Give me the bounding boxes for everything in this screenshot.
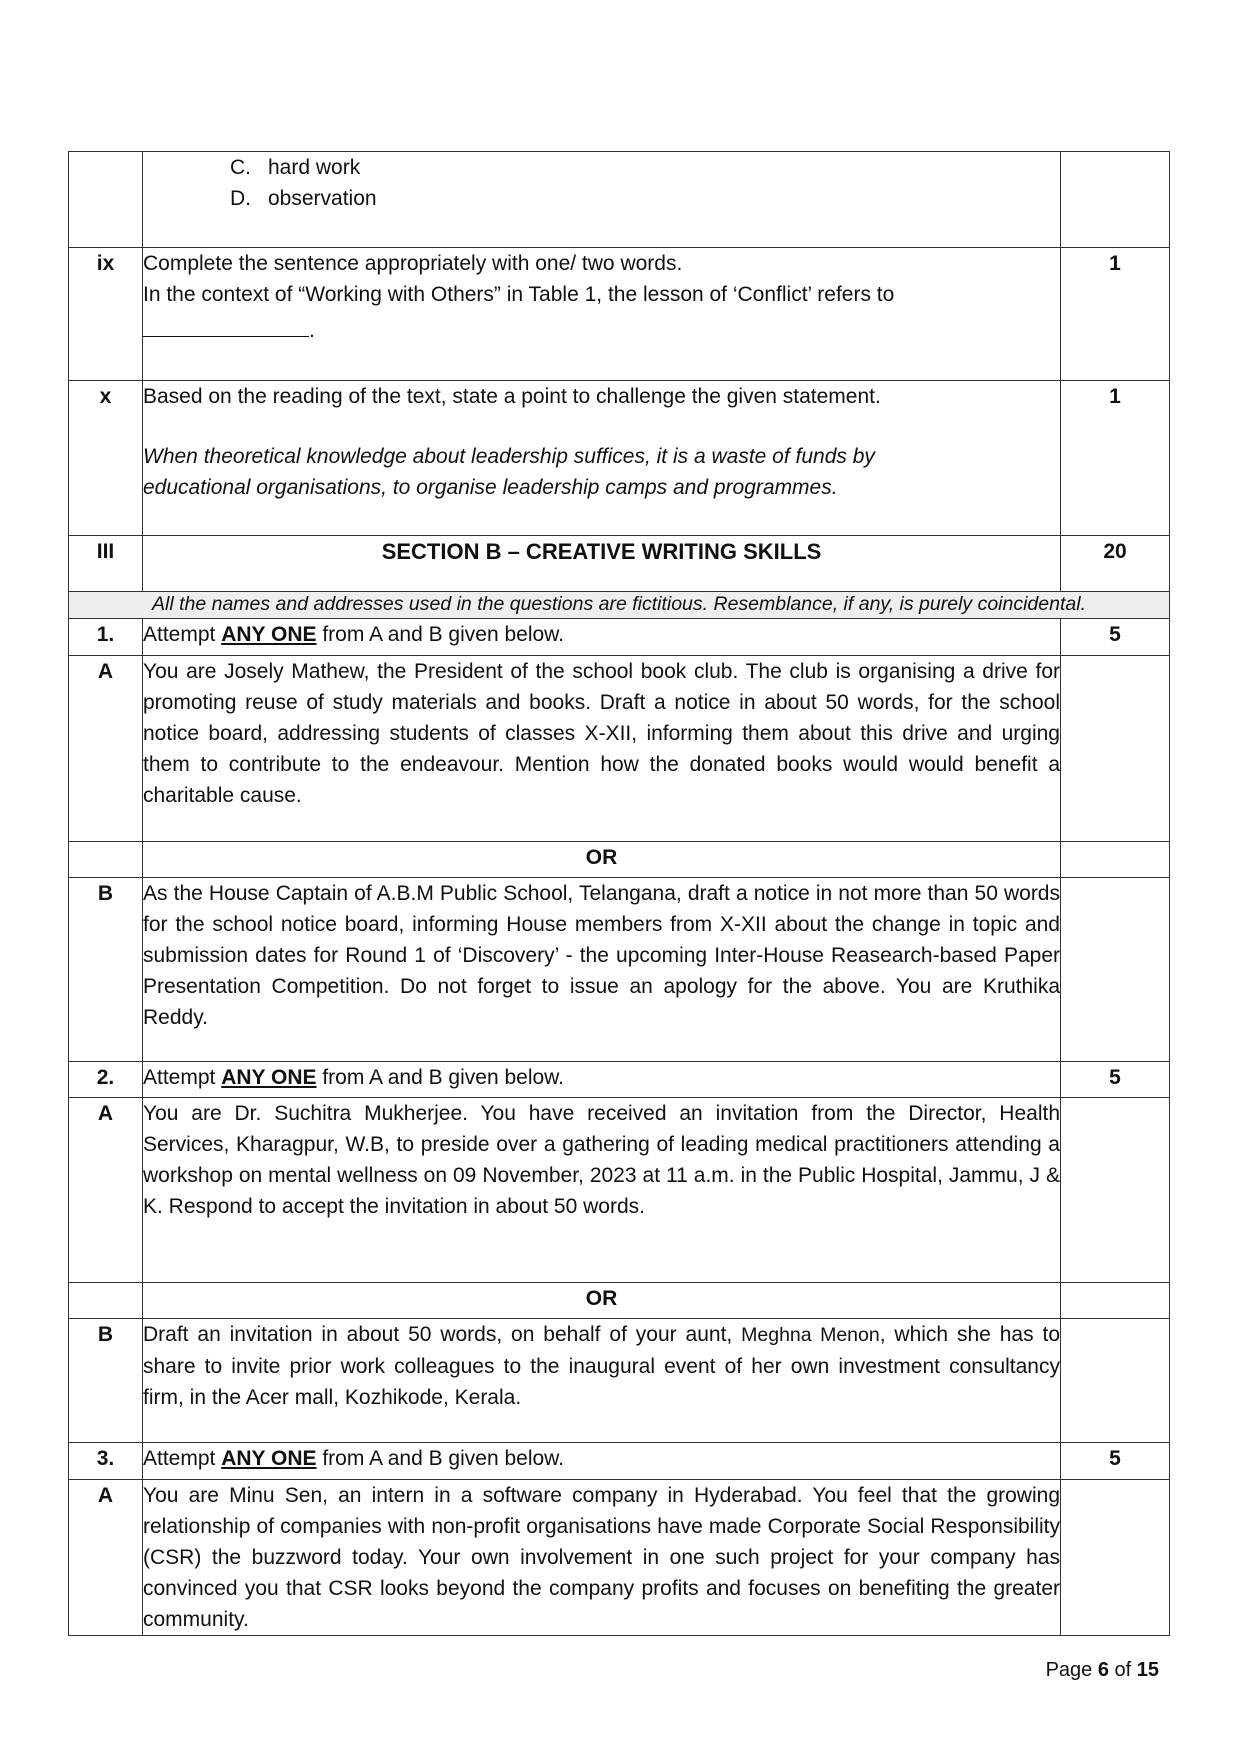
table-row	[69, 1098, 1170, 1283]
question-line: Complete the sentence appropriately with one/ two words.	[143, 252, 683, 275]
instruction-text: Attempt	[143, 1066, 222, 1089]
statement-line: When theoretical knowledge about leadership suffices, it is a waste of funds by	[143, 445, 875, 468]
question-line: In the context of “Working with Others” in Table 1, the lesson of ‘Conflict’ refers to	[143, 283, 895, 306]
page-label: Page	[1045, 1659, 1098, 1681]
option-label: A	[69, 1098, 143, 1283]
marks-cell	[1061, 842, 1170, 878]
table-row	[69, 248, 1170, 381]
option-label: A	[69, 656, 143, 842]
question-instruction	[143, 619, 1061, 656]
total-pages: 15	[1136, 1659, 1159, 1681]
instruction-emphasis: ANY ONE	[221, 1066, 317, 1089]
marks-cell	[1061, 1283, 1170, 1319]
question-number: ix	[69, 248, 143, 381]
or-row	[69, 1283, 1170, 1319]
option-label: B	[69, 878, 143, 1062]
instruction-text: Attempt	[143, 623, 222, 646]
question-text: You are Minu Sen, an intern in a software company in Hyderabad. You feel that the growing relationship of companies with non-profit organisations have made Corporate Social Responsibility (CSR) the buzzword today. Your own involvement in one such project for your company has convinced you that CSR looks beyond the company profits and focuses on benefiting the greater community.	[143, 1480, 1061, 1636]
question-text: You are Dr. Suchitra Mukherjee. You have received an invitation from the Director, Health Services, Kharagpur, W.B, to preside over a gathering of leading medical practitioners attending a workshop on mental wellness on 09 November, 2023 at 11 a.m. in the Public Hospital, Jammu, J & K. Respond to accept the invitation in about 50 words.	[143, 1098, 1061, 1283]
marks-cell	[1061, 1098, 1170, 1283]
table-row	[69, 656, 1170, 842]
table-row	[69, 152, 1170, 248]
question-text-part: , which she has to share to invite prior work colleagues to the inaugural event of her own investment consultancy firm, in the Acer mall, Kozhikode, Kerala.	[143, 1323, 1061, 1409]
page-number	[1046, 1659, 1159, 1682]
disclaimer-note: All the names and addresses used in the questions are fictitious. Resemblance, if any, is purely coincidental.	[69, 592, 1170, 619]
marks-cell	[1061, 152, 1170, 248]
question-text	[143, 381, 1061, 536]
question-table	[68, 151, 1170, 1636]
instruction-text: Attempt	[143, 1447, 222, 1470]
current-page: 6	[1097, 1659, 1109, 1681]
or-row	[69, 842, 1170, 878]
answer-blank	[143, 314, 309, 337]
option-label: A	[69, 1480, 143, 1636]
marks: 5	[1061, 1443, 1170, 1480]
marks: 5	[1061, 619, 1170, 656]
marks-cell	[1061, 1480, 1170, 1636]
instruction-emphasis: ANY ONE	[221, 623, 317, 646]
aunt-name: Meghna Menon	[741, 1324, 880, 1346]
number-cell	[69, 842, 143, 878]
question-instruction	[143, 1062, 1061, 1098]
marks-cell	[1061, 656, 1170, 842]
question-text: As the House Captain of A.B.M Public School, Telangana, draft a notice in not more than 50 words for the school notice board, informing House members from X-XII about the change in topic and submission dates for Round 1 of ‘Discovery’ - the upcoming Inter-House Reasearch-based Paper Presentation Competition. Do not forget to issue an apology for the above. You are Kruthika Reddy.	[143, 878, 1061, 1062]
number-cell	[69, 1283, 143, 1319]
question-number: x	[69, 381, 143, 536]
instruction-text: from A and B given below.	[316, 1447, 565, 1470]
table-row	[69, 619, 1170, 656]
question-number: 3.	[69, 1443, 143, 1480]
table-row	[69, 1319, 1170, 1443]
question-instruction	[143, 1443, 1061, 1480]
option-label: B	[69, 1319, 143, 1443]
instruction-text: from A and B given below.	[316, 623, 565, 646]
section-marks: 20	[1061, 536, 1170, 592]
question-line: Based on the reading of the text, state a point to challenge the given statement.	[143, 385, 881, 408]
table-row	[69, 878, 1170, 1062]
marks: 5	[1061, 1062, 1170, 1098]
option-text: observation	[268, 187, 377, 210]
option-text: hard work	[268, 156, 361, 179]
options-cell	[143, 152, 1061, 248]
question-number: 1.	[69, 619, 143, 656]
table-row	[69, 381, 1170, 536]
section-title: SECTION B – CREATIVE WRITING SKILLS	[143, 536, 1061, 592]
question-text	[143, 1319, 1061, 1443]
statement-line: educational organisations, to organise leadership camps and programmes.	[143, 476, 838, 499]
question-text: You are Josely Mathew, the President of the school book club. The club is organising a drive for promoting reuse of study materials and books. Draft a notice in about 50 words, for the school notice board, addressing students of classes X-XII, informing them about this drive and urging them to contribute to the endeavour. Mention how the donated books would would benefit a charitable cause.	[143, 656, 1061, 842]
marks: 1	[1061, 381, 1170, 536]
table-row	[69, 1443, 1170, 1480]
marks: 1	[1061, 248, 1170, 381]
question-text-part: Draft an invitation in about 50 words, on behalf of your aunt,	[143, 1323, 742, 1346]
number-cell	[69, 152, 143, 248]
question-text	[143, 248, 1061, 381]
sentence-end: .	[309, 319, 315, 342]
section-number: III	[69, 536, 143, 592]
instruction-emphasis: ANY ONE	[221, 1447, 317, 1470]
option-letter: D.	[230, 187, 251, 210]
table-row	[69, 1062, 1170, 1098]
marks-cell	[1061, 878, 1170, 1062]
question-number: 2.	[69, 1062, 143, 1098]
page-label: of	[1108, 1659, 1137, 1681]
option-c	[143, 152, 1060, 183]
note-row	[69, 592, 1170, 619]
or-divider: OR	[143, 842, 1061, 878]
table-row	[69, 1480, 1170, 1636]
answer-line	[143, 314, 1060, 346]
option-letter: C.	[230, 156, 251, 179]
section-row	[69, 536, 1170, 592]
instruction-text: from A and B given below.	[316, 1066, 565, 1089]
marks-cell	[1061, 1319, 1170, 1443]
or-divider: OR	[143, 1283, 1061, 1319]
option-d	[143, 183, 1060, 214]
